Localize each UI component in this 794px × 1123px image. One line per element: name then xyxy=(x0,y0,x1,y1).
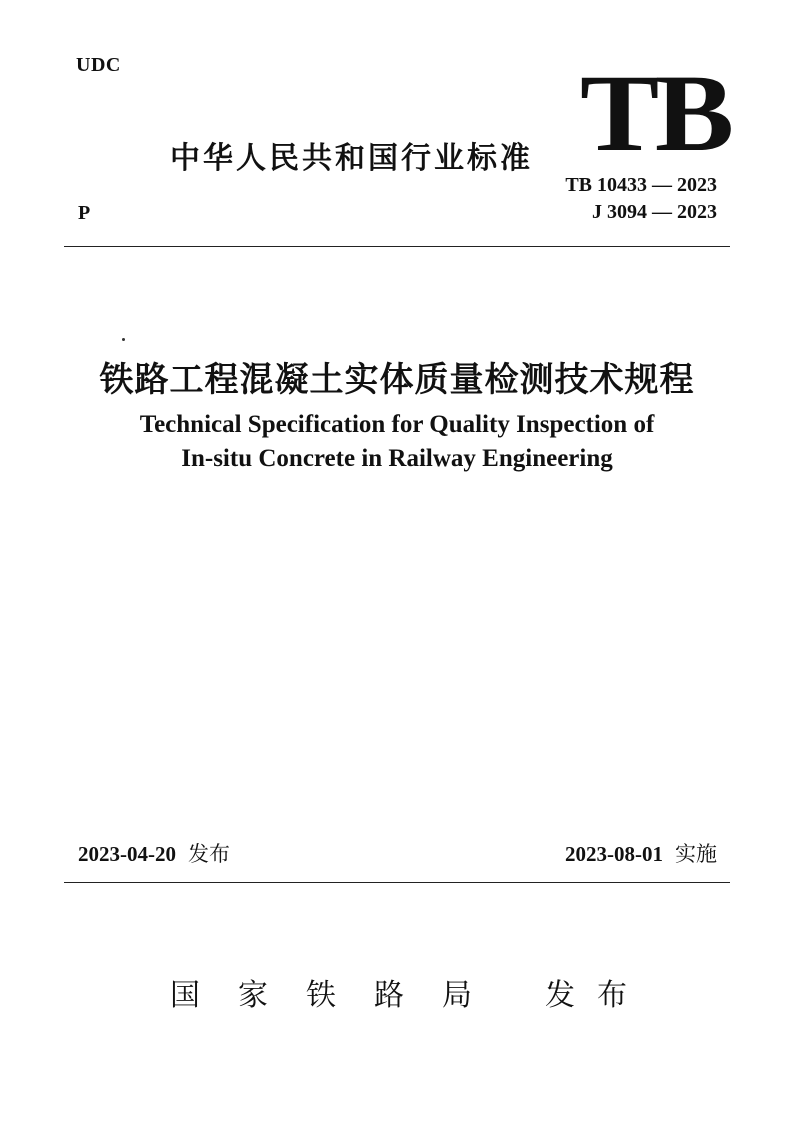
issue-date: 2023-04-20 xyxy=(78,842,176,866)
publisher-action: 发布 xyxy=(545,978,649,1013)
record-number: J 3094 — 2023 xyxy=(592,201,717,223)
standard-type: 中华人民共和国行业标准 xyxy=(170,141,533,176)
speck-mark xyxy=(122,338,125,341)
bottom-divider xyxy=(64,882,730,883)
top-divider xyxy=(64,246,730,247)
standard-number: TB 10433 — 2023 xyxy=(565,174,717,196)
classification-code: P xyxy=(78,202,91,224)
issue-date-row xyxy=(78,838,230,868)
issue-label: 发布 xyxy=(188,842,230,866)
tb-logo: TB xyxy=(580,52,730,174)
effective-date-row xyxy=(565,838,717,868)
title-chinese: 铁路工程混凝土实体质量检测技术规程 xyxy=(99,360,695,400)
effective-date: 2023-08-01 xyxy=(565,842,663,866)
udc-label: UDC xyxy=(76,54,121,76)
title-english-line2: In-situ Concrete in Railway Engineering xyxy=(181,445,613,472)
title-english-line1: Technical Specification for Quality Inspection of xyxy=(139,411,655,438)
publisher-name: 国家铁路局 xyxy=(170,978,510,1013)
effective-label: 实施 xyxy=(675,842,717,866)
